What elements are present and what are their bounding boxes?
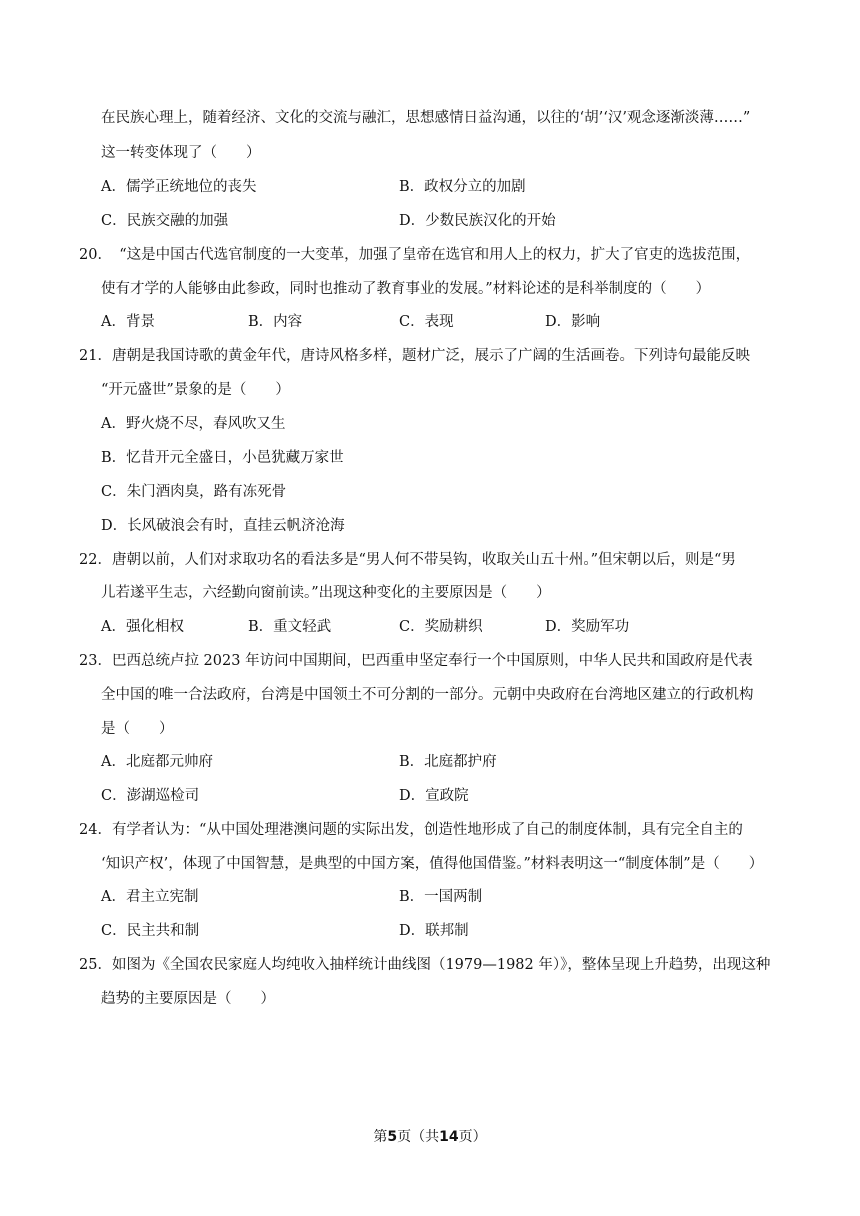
- q19-stem-line-2: 这一转变体现了（ ）: [101, 145, 261, 161]
- q23-option-b[interactable]: B．北庭都护府: [399, 754, 497, 770]
- q19-option-b[interactable]: B．政权分立的加剧: [399, 179, 526, 195]
- q21-stem-line-2: “开元盛世”景象的是（ ）: [101, 382, 290, 398]
- q24-option-c[interactable]: C．民主共和制: [101, 923, 200, 939]
- q24-stem-line-1: 24．有学者认为：“从中国处理港澳问题的实际出发，创造性地形成了自己的制度体制，具有完全自主的: [79, 822, 743, 838]
- q23-stem-line-2: 全中国的唯一合法政府，台湾是中国领土不可分割的一部分。元朝中央政府在台湾地区建立的行政机构: [101, 687, 754, 703]
- q22-option-b[interactable]: B．重文轻武: [248, 619, 332, 635]
- q23-option-a[interactable]: A．北庭都元帅府: [101, 754, 213, 770]
- q21-option-a[interactable]: A．野火烧不尽，春风吹又生: [101, 416, 286, 432]
- footer-prefix: 第: [373, 1129, 388, 1145]
- q20-stem-line-1: 20． “这是中国古代选官制度的一大变革，加强了皇帝在选官和用人上的权力，扩大了官吏的选拔范围，: [79, 247, 751, 263]
- q20-option-c[interactable]: C．表现: [399, 314, 454, 330]
- q20-option-a[interactable]: A．背景: [101, 314, 155, 330]
- footer-middle: 页（共: [397, 1129, 440, 1145]
- q25-stem-line-1: 25．如图为《全国农民家庭人均纯收入抽样统计曲线图（1979—1982 年）》，整体呈现上升趋势，出现这种: [79, 957, 771, 973]
- q20-option-b[interactable]: B．内容: [248, 314, 303, 330]
- q22-option-c[interactable]: C．奖励耕织: [399, 619, 483, 635]
- q19-option-d[interactable]: D．少数民族汉化的开始: [399, 213, 556, 229]
- q19-option-c[interactable]: C．民族交融的加强: [101, 213, 229, 229]
- footer-page-number: 5: [387, 1129, 398, 1145]
- q20-option-d[interactable]: D．影响: [545, 314, 601, 330]
- q19-option-a[interactable]: A．儒学正统地位的丧失: [101, 179, 257, 195]
- q23-option-c[interactable]: C．澎湖巡检司: [101, 788, 200, 804]
- q21-option-d[interactable]: D．长风破浪会有时，直挂云帆济沧海: [101, 518, 345, 534]
- q21-option-b[interactable]: B．忆昔开元全盛日，小邑犹藏万家世: [101, 450, 344, 466]
- q25-stem-line-2: 趋势的主要原因是（ ）: [101, 991, 275, 1007]
- page-footer: [0, 1126, 860, 1146]
- q20-stem-line-2: 使有才学的人能够由此参政，同时也推动了教育事业的发展。”材料论述的是科举制度的（ ）: [101, 281, 711, 297]
- footer-total-pages: 14: [439, 1129, 459, 1145]
- q24-option-b[interactable]: B．一国两制: [399, 889, 483, 905]
- q24-option-a[interactable]: A．君主立宪制: [101, 889, 199, 905]
- q22-stem-line-2: 儿若遂平生志，六经勤向窗前读。”出现这种变化的主要原因是（ ）: [101, 585, 551, 601]
- q23-stem-line-1: 23．巴西总统卢拉 2023 年访问中国期间，巴西重申坚定奉行一个中国原则，中华人民共和国政府是代表: [79, 653, 753, 669]
- q19-stem-line-1: 在民族心理上，随着经济、文化的交流与融汇，思想感情日益沟通，以往的‘胡’‘汉’观念逐渐淡薄……”: [101, 110, 751, 126]
- q23-option-d[interactable]: D．宣政院: [399, 788, 469, 804]
- q22-option-d[interactable]: D．奖励军功: [545, 619, 630, 635]
- q21-stem-line-1: 21．唐朝是我国诗歌的黄金年代，唐诗风格多样，题材广泛，展示了广阔的生活画卷。下列诗句最能反映: [79, 348, 750, 364]
- footer-suffix: 页）: [458, 1129, 487, 1145]
- q24-stem-line-2: ‘知识产权’，体现了中国智慧，是典型的中国方案，值得他国借鉴。”材料表明这一“制度体制”是（ ）: [101, 856, 764, 872]
- q24-option-d[interactable]: D．联邦制: [399, 923, 469, 939]
- q22-option-a[interactable]: A．强化相权: [101, 619, 184, 635]
- q23-stem-line-3: 是（ ）: [101, 721, 174, 737]
- q21-option-c[interactable]: C．朱门酒肉臭，路有冻死骨: [101, 484, 287, 500]
- q22-stem-line-1: 22．唐朝以前，人们对求取功名的看法多是“男人何不带吴钩，收取关山五十州。”但宋朝以后，则是“男: [79, 552, 736, 568]
